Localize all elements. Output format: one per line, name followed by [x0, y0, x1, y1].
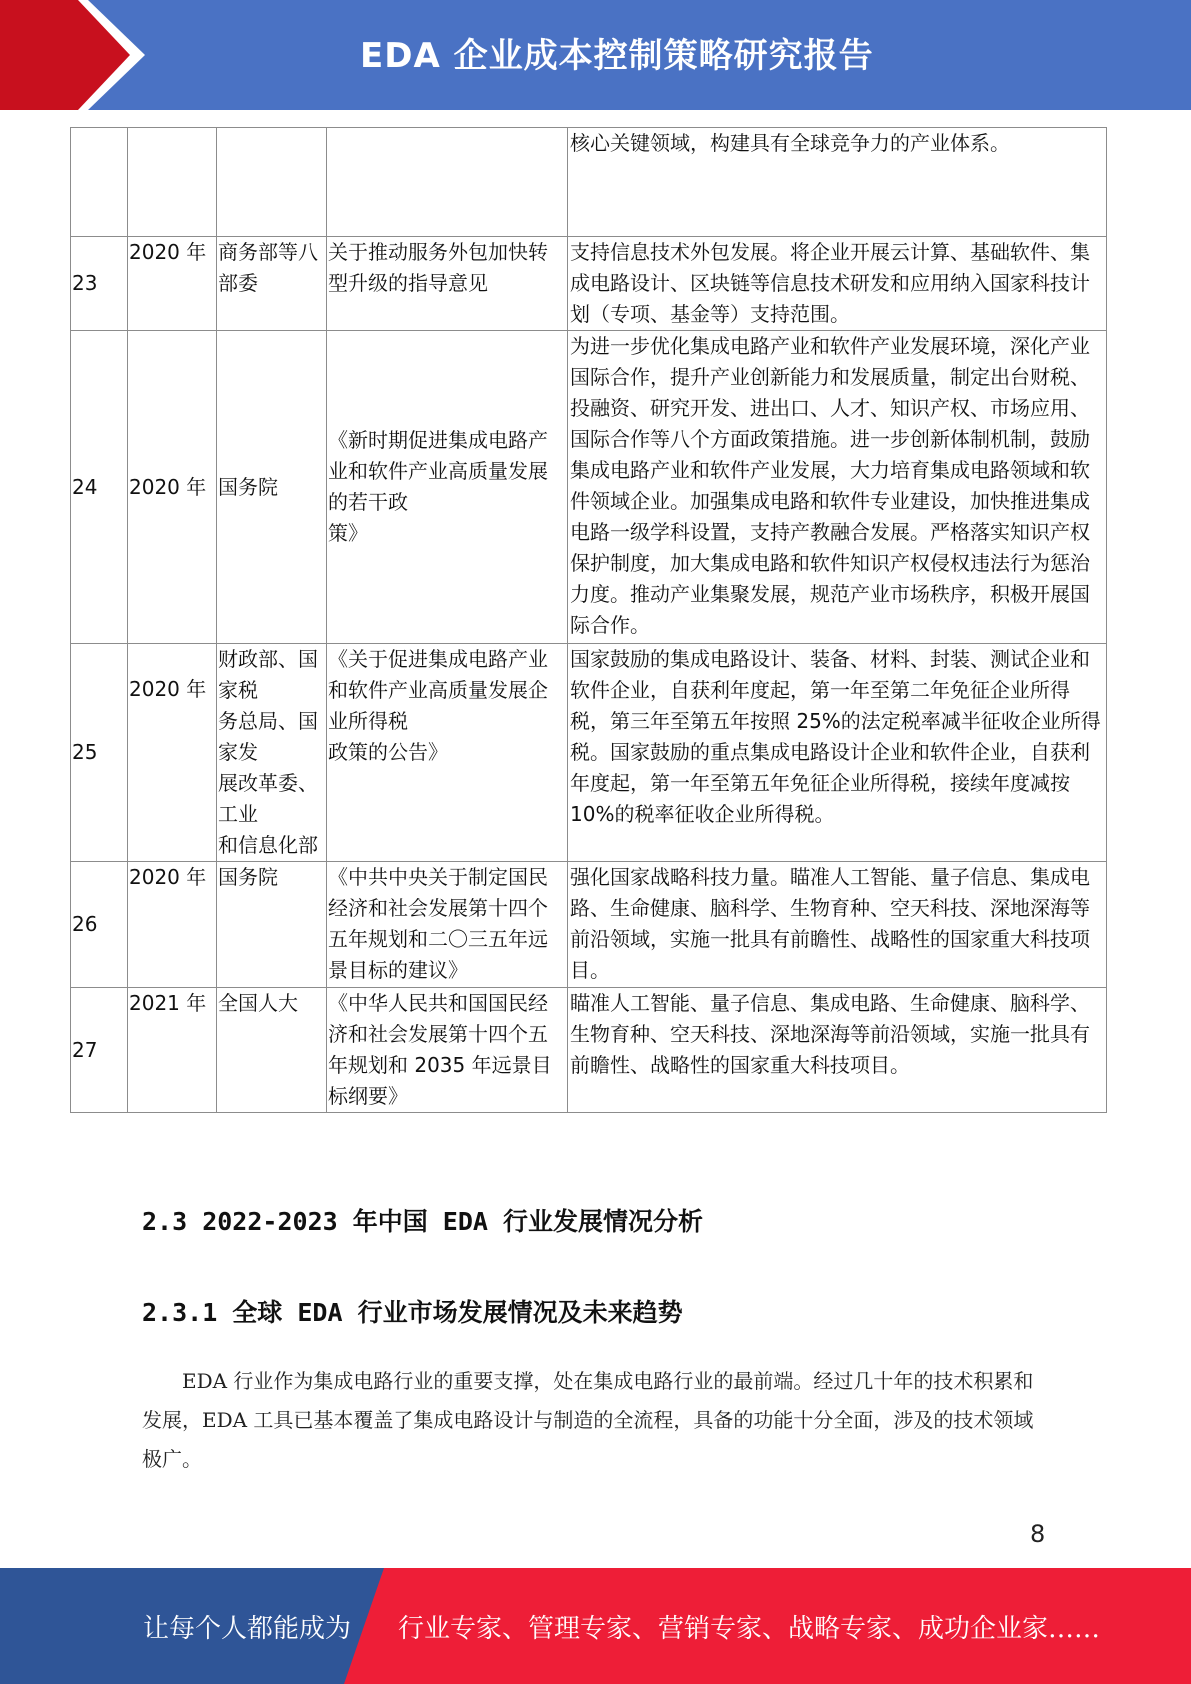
row-department: 财政部、国家税 务总局、国家发 展改革委、工业 和信息化部 — [217, 644, 327, 862]
row-content: 核心关键领域，构建具有全球竞争力的产业体系。 — [568, 128, 1107, 237]
table-row — [71, 237, 1107, 331]
row-number: 26 — [71, 862, 128, 988]
row-policy: 《中共中央关于制定国民经济和社会发展第十四个五年规划和二〇三五年远景目标的建议》 — [327, 862, 568, 988]
table-row — [71, 128, 1107, 237]
row-number: 24 — [71, 331, 128, 644]
header-arrow-decoration — [0, 0, 150, 110]
table-row — [71, 331, 1107, 644]
section-heading-2-3-1: 2.3.1 全球 EDA 行业市场发展情况及未来趋势 — [142, 1298, 683, 1327]
row-number: 27 — [71, 988, 128, 1113]
footer-slogan-left: 让每个人都能成为 — [143, 1614, 352, 1644]
footer-slogan-right: 行业专家、管理专家、营销专家、战略专家、成功企业家…… — [398, 1614, 1101, 1644]
row-policy — [327, 128, 568, 237]
page-header — [0, 0, 1191, 110]
row-year: 2020 年 — [128, 331, 217, 644]
row-number: 23 — [71, 237, 128, 331]
row-content: 国家鼓励的集成电路设计、装备、材料、封装、测试企业和软件企业，自获利年度起，第一年至第二年免征企业所得税，第三年至第五年按照 25%的法定税率减半征收企业所得税。国家鼓励的重点集成电路设计企业和软件企业，自获利年度起，第一年至第五年免征企业所得税，接续年度减按 10%的税率征收企业所得税。 — [568, 644, 1107, 862]
body-paragraph: EDA 行业作为集成电路行业的重要支撑，处在集成电路行业的最前端。经过几十年的技术积累和发展，EDA 工具已基本覆盖了集成电路设计与制造的全流程，具备的功能十分全面，涉及的技术领域极广。 — [142, 1369, 1034, 1471]
row-content: 为进一步优化集成电路产业和软件产业发展环境，深化产业国际合作，提升产业创新能力和发展质量，制定出台财税、投融资、研究开发、进出口、人才、知识产权、市场应用、国际合作等八个方面政策措施。进一步创新体制机制，鼓励集成电路产业和软件产业发展，大力培育集成电路领域和软件领域企业。加强集成电路和软件专业建设，加快推进集成电路一级学科设置，支持产教融合发展。严格落实知识产权保护制度，加大集成电路和软件知识产权侵权违法行为惩治力度。推动产业集聚发展，规范产业市场秩序，积极开展国际合作。 — [568, 331, 1107, 644]
row-year: 2020 年 — [128, 237, 217, 331]
table-row — [71, 862, 1107, 988]
section-heading-2-3: 2.3 2022-2023 年中国 EDA 行业发展情况分析 — [142, 1207, 703, 1236]
row-number — [71, 128, 128, 237]
row-content: 支持信息技术外包发展。将企业开展云计算、基础软件、集成电路设计、区块链等信息技术研发和应用纳入国家科技计划（专项、基金等）支持范围。 — [568, 237, 1107, 331]
row-content: 强化国家战略科技力量。瞄准人工智能、量子信息、集成电路、生命健康、脑科学、生物育种、空天科技、深地深海等前沿领域，实施一批具有前瞻性、战略性的国家重大科技项目。 — [568, 862, 1107, 988]
policy-table — [70, 127, 1107, 1113]
row-number: 25 — [71, 644, 128, 862]
table-row — [71, 644, 1107, 862]
row-year — [128, 128, 217, 237]
row-policy: 《关于促进集成电路产业和软件产业高质量发展企业所得税 政策的公告》 — [327, 644, 568, 862]
page-footer — [0, 1568, 1191, 1684]
row-department: 国务院 — [217, 331, 327, 644]
row-policy: 关于推动服务外包加快转型升级的指导意见 — [327, 237, 568, 331]
row-department: 全国人大 — [217, 988, 327, 1113]
table-row — [71, 988, 1107, 1113]
row-year: 2020 年 — [128, 862, 217, 988]
row-year: 2021 年 — [128, 988, 217, 1113]
page-number: 8 — [1030, 1520, 1046, 1548]
row-year: 2020 年 — [128, 644, 217, 862]
row-content: 瞄准人工智能、量子信息、集成电路、生命健康、脑科学、生物育种、空天科技、深地深海等前沿领域，实施一批具有前瞻性、战略性的国家重大科技项目。 — [568, 988, 1107, 1113]
row-policy: 《中华人民共和国国民经济和社会发展第十四个五年规划和 2035 年远景目标纲要》 — [327, 988, 568, 1113]
report-title: EDA 企业成本控制策略研究报告 — [360, 36, 874, 76]
row-department — [217, 128, 327, 237]
row-department: 国务院 — [217, 862, 327, 988]
row-department: 商务部等八部委 — [217, 237, 327, 331]
row-policy: 《新时期促进集成电路产业和软件产业高质量发展的若干政 策》 — [327, 331, 568, 644]
